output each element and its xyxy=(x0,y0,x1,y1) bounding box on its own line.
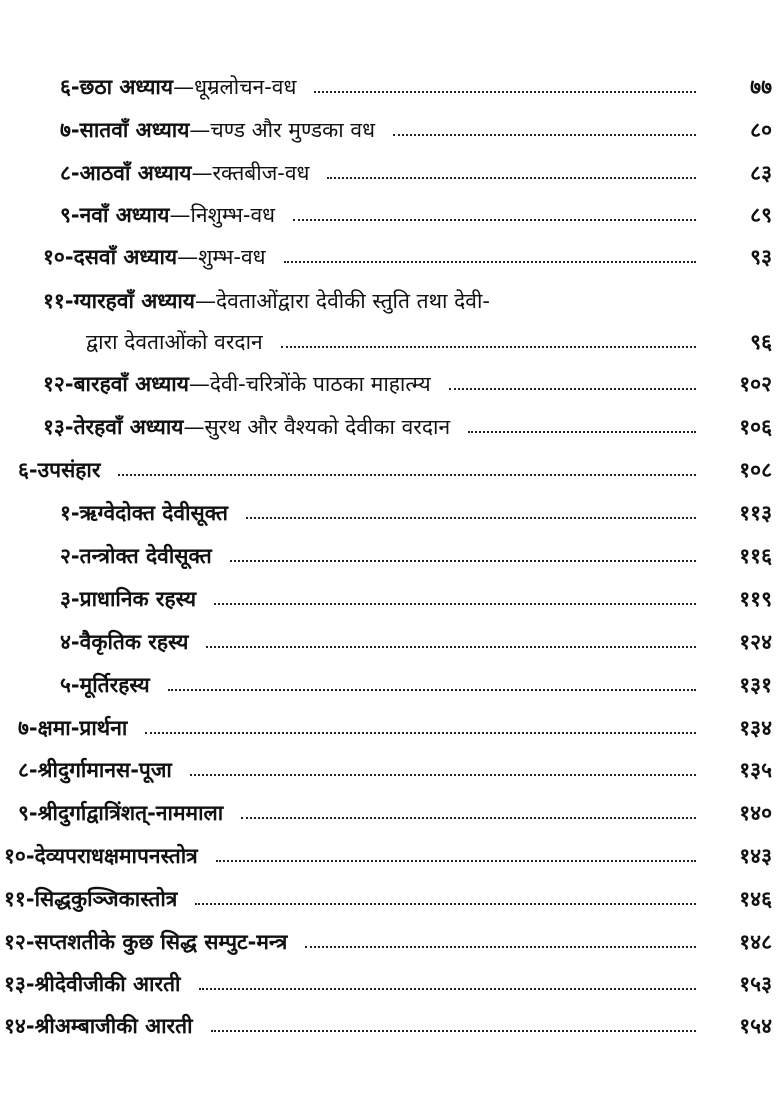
dot-leader xyxy=(195,901,696,905)
entry-number: ११- xyxy=(43,289,74,313)
entry-title: श्रीदुर्गाद्वात्रिंशत्-नाममाला xyxy=(37,801,224,826)
entry-number: ११- xyxy=(4,887,35,912)
page-number: १४० xyxy=(739,801,772,826)
toc-section xyxy=(0,838,780,876)
toc-section xyxy=(0,881,780,919)
dot-leader xyxy=(314,89,696,93)
toc-entry xyxy=(0,624,780,662)
entry-number: १३- xyxy=(4,972,35,997)
entry-label xyxy=(60,630,188,655)
entry-title: छठा अध्याय xyxy=(79,75,174,100)
entry-title: नवाँ अध्याय xyxy=(79,203,170,228)
entry-title: क्षमा-प्रार्थना xyxy=(37,716,128,741)
page-number: ८९ xyxy=(750,203,772,228)
entry-title: ऋग्वेदोक्त देवीसूक्त xyxy=(79,501,228,526)
dot-leader xyxy=(230,558,696,562)
toc-entry-first-line xyxy=(43,282,490,320)
entry-label xyxy=(4,972,181,997)
entry-number: १२- xyxy=(4,930,35,955)
entry-number: ३- xyxy=(60,587,80,612)
entry-subtitle: —देवताओंद्वारा देवीकी स्तुति तथा देवी- xyxy=(195,289,490,313)
dot-leader xyxy=(468,429,696,433)
entry-label xyxy=(60,587,196,612)
entry-title: ग्यारहवाँ अध्याय xyxy=(73,289,195,313)
toc-section xyxy=(0,1008,780,1046)
entry-title: दसवाँ अध्याय xyxy=(73,245,178,270)
page-number: १४३ xyxy=(739,844,772,869)
entry-number: ८- xyxy=(18,758,38,783)
page-number: १४६ xyxy=(739,887,772,912)
entry-label xyxy=(60,118,375,143)
toc-entry xyxy=(0,667,780,705)
dot-leader xyxy=(284,259,696,263)
toc-entry xyxy=(0,239,780,277)
entry-number: ५- xyxy=(60,673,80,698)
page-number: १५३ xyxy=(739,972,772,997)
entry-number: १३- xyxy=(43,415,74,440)
entry-number: ४- xyxy=(60,630,80,655)
entry-label xyxy=(43,372,431,397)
toc-entry xyxy=(0,112,780,150)
entry-label xyxy=(60,203,275,228)
dot-leader xyxy=(145,730,696,734)
entry-label xyxy=(4,1014,193,1039)
toc-section xyxy=(0,966,780,1004)
entry-title: उपसंहार xyxy=(37,458,101,483)
entry-number: ८- xyxy=(60,161,80,186)
entry-title: सिद्धकुञ्जिकास्तोत्र xyxy=(34,887,178,912)
entry-number: ९- xyxy=(60,203,80,228)
entry-title: आठवाँ अध्याय xyxy=(79,161,192,186)
entry-subtitle: —धूम्रलोचन-वध xyxy=(173,75,297,100)
page-number: १३५ xyxy=(739,758,772,783)
dot-leader xyxy=(214,601,696,605)
toc-section xyxy=(0,452,780,490)
page-number: ९६ xyxy=(750,330,772,355)
entry-label xyxy=(43,245,266,270)
entry-title: श्रीदुर्गामानस-पूजा xyxy=(37,758,172,783)
page-number: ११९ xyxy=(739,587,772,612)
dot-leader xyxy=(216,858,696,862)
entry-number: ६- xyxy=(60,75,80,100)
entry-subtitle-continued: द्वारा देवताओंको वरदान xyxy=(86,330,263,355)
entry-number: २- xyxy=(60,544,80,569)
entry-title: प्राधानिक रहस्य xyxy=(79,587,197,612)
page-number: ११६ xyxy=(739,544,772,569)
dot-leader xyxy=(327,175,696,179)
entry-title: श्रीअम्बाजीकी आरती xyxy=(34,1014,193,1039)
toc-entry xyxy=(0,69,780,107)
dot-leader xyxy=(281,344,696,348)
dot-leader xyxy=(206,644,696,648)
toc-entry xyxy=(0,495,780,533)
toc-section xyxy=(0,710,780,748)
toc-entry xyxy=(0,197,780,235)
entry-label xyxy=(60,544,212,569)
entry-subtitle: —सुरथ और वैश्यको देवीका वरदान xyxy=(183,415,451,440)
dot-leader xyxy=(199,986,697,990)
dot-leader xyxy=(393,132,696,136)
toc-entry xyxy=(0,538,780,576)
page-number: १२४ xyxy=(739,630,772,655)
entry-number: ६- xyxy=(18,458,38,483)
entry-label xyxy=(18,801,223,826)
entry-title: सातवाँ अध्याय xyxy=(79,118,190,143)
entry-label xyxy=(4,844,198,869)
entry-subtitle: —देवी-चरित्रोंके पाठका माहात्म्य xyxy=(188,372,431,397)
page-number: १३४ xyxy=(739,716,772,741)
dot-leader xyxy=(241,815,696,819)
page-number: १३१ xyxy=(739,673,772,698)
entry-title: तेरहवाँ अध्याय xyxy=(73,415,184,440)
page-number: ८० xyxy=(750,118,772,143)
entry-number: ७- xyxy=(60,118,80,143)
dot-leader xyxy=(305,944,696,948)
entry-title: मूर्तिरहस्य xyxy=(79,673,150,698)
page-number: ७७ xyxy=(750,75,772,100)
dot-leader xyxy=(118,472,696,476)
page-number: ८३ xyxy=(750,161,772,186)
entry-label xyxy=(4,887,177,912)
entry-number: १०- xyxy=(4,844,35,869)
entry-number: ७- xyxy=(18,716,38,741)
toc-section xyxy=(0,752,780,790)
entry-number: १४- xyxy=(4,1014,35,1039)
entry-number: १- xyxy=(60,501,80,526)
entry-label xyxy=(18,458,100,483)
page-number: ९३ xyxy=(750,245,772,270)
toc-entry xyxy=(0,581,780,619)
dot-leader xyxy=(293,217,696,221)
entry-title: देव्यपराधक्षमापनस्तोत्र xyxy=(34,844,198,869)
toc-section xyxy=(0,924,780,962)
entry-label xyxy=(60,75,296,100)
entry-subtitle: —निशुम्भ-वध xyxy=(169,203,276,228)
dot-leader xyxy=(168,687,696,691)
entry-label xyxy=(60,501,228,526)
entry-label xyxy=(60,673,150,698)
entry-title: बारहवाँ अध्याय xyxy=(73,372,189,397)
entry-label xyxy=(43,415,450,440)
entry-subtitle: —चण्ड और मुण्डका वध xyxy=(189,118,375,143)
toc-entry xyxy=(0,409,780,447)
page-number: ११३ xyxy=(739,501,772,526)
page-number: १०६ xyxy=(739,415,772,440)
dot-leader xyxy=(246,515,696,519)
entry-number: ९- xyxy=(18,801,38,826)
dot-leader xyxy=(449,386,696,390)
toc-entry xyxy=(0,366,780,404)
entry-subtitle: —रक्तबीज-वध xyxy=(191,161,310,186)
page-number: १०२ xyxy=(739,372,772,397)
page-number: १४८ xyxy=(739,930,772,955)
toc-section xyxy=(0,795,780,833)
entry-title: वैकृतिक रहस्य xyxy=(79,630,189,655)
page-number: १५४ xyxy=(739,1014,772,1039)
page-number: १०८ xyxy=(739,458,772,483)
entry-title: तन्त्रोक्त देवीसूक्त xyxy=(79,544,212,569)
toc-entry xyxy=(0,155,780,193)
entry-number: १०- xyxy=(43,245,74,270)
entry-title: सप्तशतीके कुछ सिद्ध सम्पुट-मन्त्र xyxy=(34,930,288,955)
dot-leader xyxy=(190,772,696,776)
entry-label xyxy=(18,758,172,783)
toc-entry xyxy=(0,324,780,362)
entry-label xyxy=(60,161,309,186)
entry-subtitle: —शुम्भ-वध xyxy=(177,245,266,270)
dot-leader xyxy=(211,1028,696,1032)
entry-label xyxy=(4,930,287,955)
entry-title: श्रीदेवीजीकी आरती xyxy=(34,972,181,997)
entry-number: १२- xyxy=(43,372,74,397)
entry-label xyxy=(18,716,127,741)
